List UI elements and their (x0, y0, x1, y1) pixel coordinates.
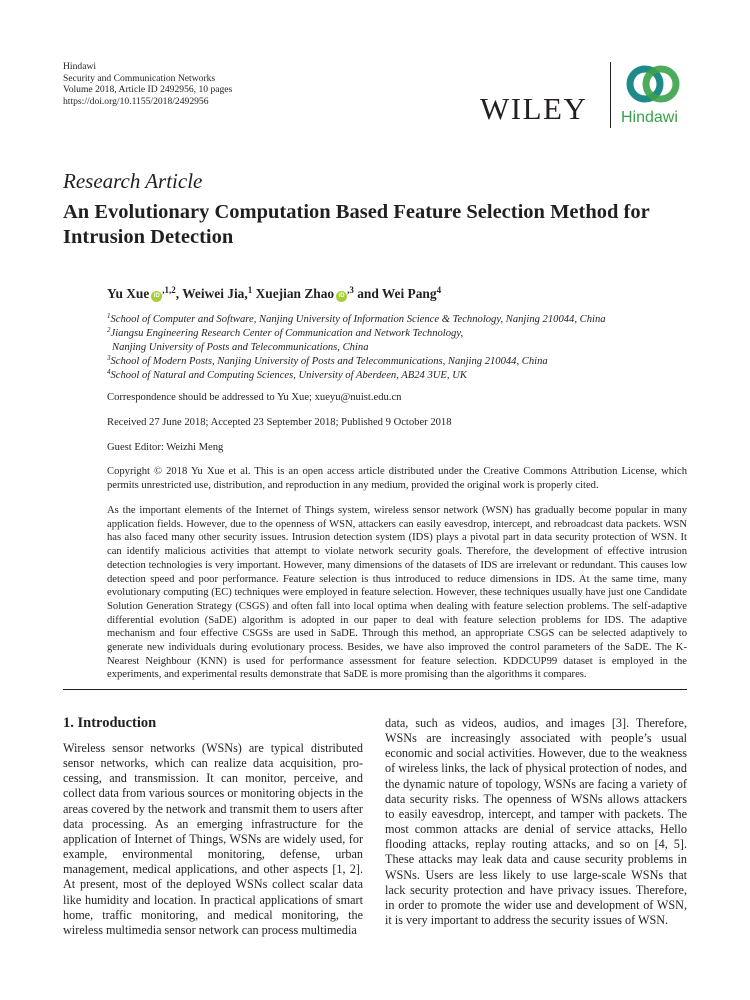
hindawi-wordmark: Hindawi (621, 109, 678, 126)
author-list: Yu Xue $iD^{,1,2}$, Weiwei Jia,$^1$ Xuejian Zhao $iD^{,3}$ and Wei Pang$^4$ (107, 285, 442, 301)
journal-meta (63, 61, 232, 107)
affiliation-text: School of Computer and Software, Nanjing University of Information Science & Technology, Nanjing 210044, China (110, 314, 606, 325)
section-heading: 1. Introduction (63, 715, 157, 731)
body-text-right-column: data, such as videos, audios, and images [3]. Therefore, WSNs are increasingly associated with people’s usual economic and social activities. However, due to the weakness of wireless links, the lack of physical protection of nodes, and the dynamic nature of topology, WSNs are facing a variety of data security risks. The openness of WSNs allows attackers to easily eavesdrop, intercept, and tamper with packets. The most common attacks are denial of service attacks, Hello flooding attacks, replay routing attacks, and so on [4, 5]. These attacks may leak data and cause security problems in WSNs. Users are less likely to use large-scale WSNs that lack security protection and have privacy issues. Therefore, in order to promote the wider use and development of WSN, it is very important to address the security issues of WSN. (385, 716, 687, 928)
affiliation-text: School of Modern Posts, Nanjing University of Posts and Telecommunications, Nanjing 210044, China (110, 356, 548, 367)
volume-info: Volume 2018, Article ID 2492956, 10 pages (63, 84, 233, 96)
publisher-name: Hindawi (63, 61, 97, 72)
journal-name: Security and Communication Networks (63, 72, 216, 84)
author-name: Xuejian Zhao (255, 286, 335, 301)
affiliation-item (107, 369, 606, 383)
abstract: As the important elements of the Internet of Things system, wireless sensor network (WSN) has gradually become popular in many application fields. However, due to the openness of WSN, attackers can easily eavesdrop, intercept, and rebroadcast data packets. WSN has also faced many other security issues. Intrusion detection system (IDS) plays a pivotal part in data security protection of WSN. It can identify malicious activities that attempt to violate network security goals. Therefore, the development of effective intrusion detection technologies is very important. However, many dimensions of the datasets of IDS are irrelevant or redundant. This causes low detection speed and poor performance. Feature selection is thus introduced to reduce dimensions in IDS. At the same time, many evolutionary computing (EC) techniques were employed in feature selection. However, these techniques usually have just one Candidate Solution Generation Strategy (CSGS) and often fall into local optima when dealing with feature selection problems. The self-adaptive differential evolution (SaDE) algorithm is adopted in our paper to deal with feature selection problems for IDS. The adaptive mechanism and four effective CSGSs are used in SaDE. Through this method, an appropriate CSGS can be selected adaptively to generate new individuals during evolutionary process. Besides, we have also improved the control parameters of the SaDE. The K-Nearest Neighbour (KNN) is used for performance assessment for feature selection. KDDCUP99 dataset is employed in the experiments, and experimental results demonstrate that SaDE is more promising than the algorithms it compares. (107, 505, 687, 681)
affiliation-item (107, 313, 606, 327)
affiliation-number: 2 (107, 326, 111, 334)
logo-divider (610, 62, 611, 128)
article-type: Research Article (63, 169, 203, 193)
affiliation-text: School of Natural and Computing Sciences, University of Aberdeen, AB24 3UE, UK (110, 370, 467, 381)
dates: Received 27 June 2018; Accepted 23 September 2018; Published 9 October 2018 (107, 417, 452, 428)
author-affiliation-mark: 4 (436, 285, 442, 295)
correspondence: Correspondence should be addressed to Yu Xue; xueyu@nuist.edu.cn (107, 392, 402, 403)
affiliation-text: Jiangsu Engineering Research Center of Communication and Network Technology, (110, 328, 464, 339)
guest-editor: Guest Editor: Weizhi Meng (107, 442, 224, 453)
doi-link[interactable]: https://doi.org/10.1155/2018/2492956 (63, 95, 209, 107)
orcid-icon[interactable]: iD (336, 291, 347, 302)
article-title: An Evolutionary Computation Based Feature Selection Method for Intrusion Detection (63, 201, 650, 248)
affiliation-item (107, 327, 606, 341)
affiliation-number: 4 (107, 368, 111, 376)
wiley-logo: WILEY (480, 91, 588, 126)
orcid-icon[interactable]: iD (151, 291, 162, 302)
affiliation-item (107, 355, 606, 369)
affiliation-item (107, 341, 606, 355)
affiliation-number: 1 (107, 312, 111, 320)
divider (63, 689, 687, 690)
author-name: Weiwei Jia, (182, 286, 248, 301)
publisher-logos (480, 60, 690, 130)
author-affiliation-mark: ,3 (347, 285, 354, 295)
body-text-left-column: Wireless sensor networks (WSNs) are typical distributed sensor networks, which can realize data acquisition, processing, and transmission. It can monitor, perceive, and collect data from various sources or monitoring objects in the areas covered by the network and transmit them to users after data processing. As an emerging infrastructure for the application of Internet of Things, WSNs are widely used, for example, environmental monitoring, defense, urban management, medical applications, and other aspects [1, 2]. At present, most of the deployed WSNs collect scalar data like humidity and location. In practical applications of smart home, traffic monitoring, and medical monitoring, the wireless multimedia sensor network can process multimedia (63, 741, 363, 937)
affiliation-list (107, 313, 606, 383)
author-name: and Wei Pang (357, 286, 437, 301)
author-name: Yu Xue (107, 286, 150, 301)
affiliation-number: 3 (107, 354, 111, 362)
author-affiliation-mark: 1 (247, 285, 253, 295)
copyright-notice: Copyright © 2018 Yu Xue et al. This is an open access article distributed under the Creative Commons Attribution License, which permits unrestricted use, distribution, and reproduction in any medium, provided the original work is properly cited. (107, 466, 687, 491)
affiliation-text: Nanjing University of Posts and Telecommunications, China (112, 342, 369, 353)
author-affiliation-mark: ,1,2 (162, 285, 176, 295)
hindawi-logo-icon (625, 64, 681, 104)
